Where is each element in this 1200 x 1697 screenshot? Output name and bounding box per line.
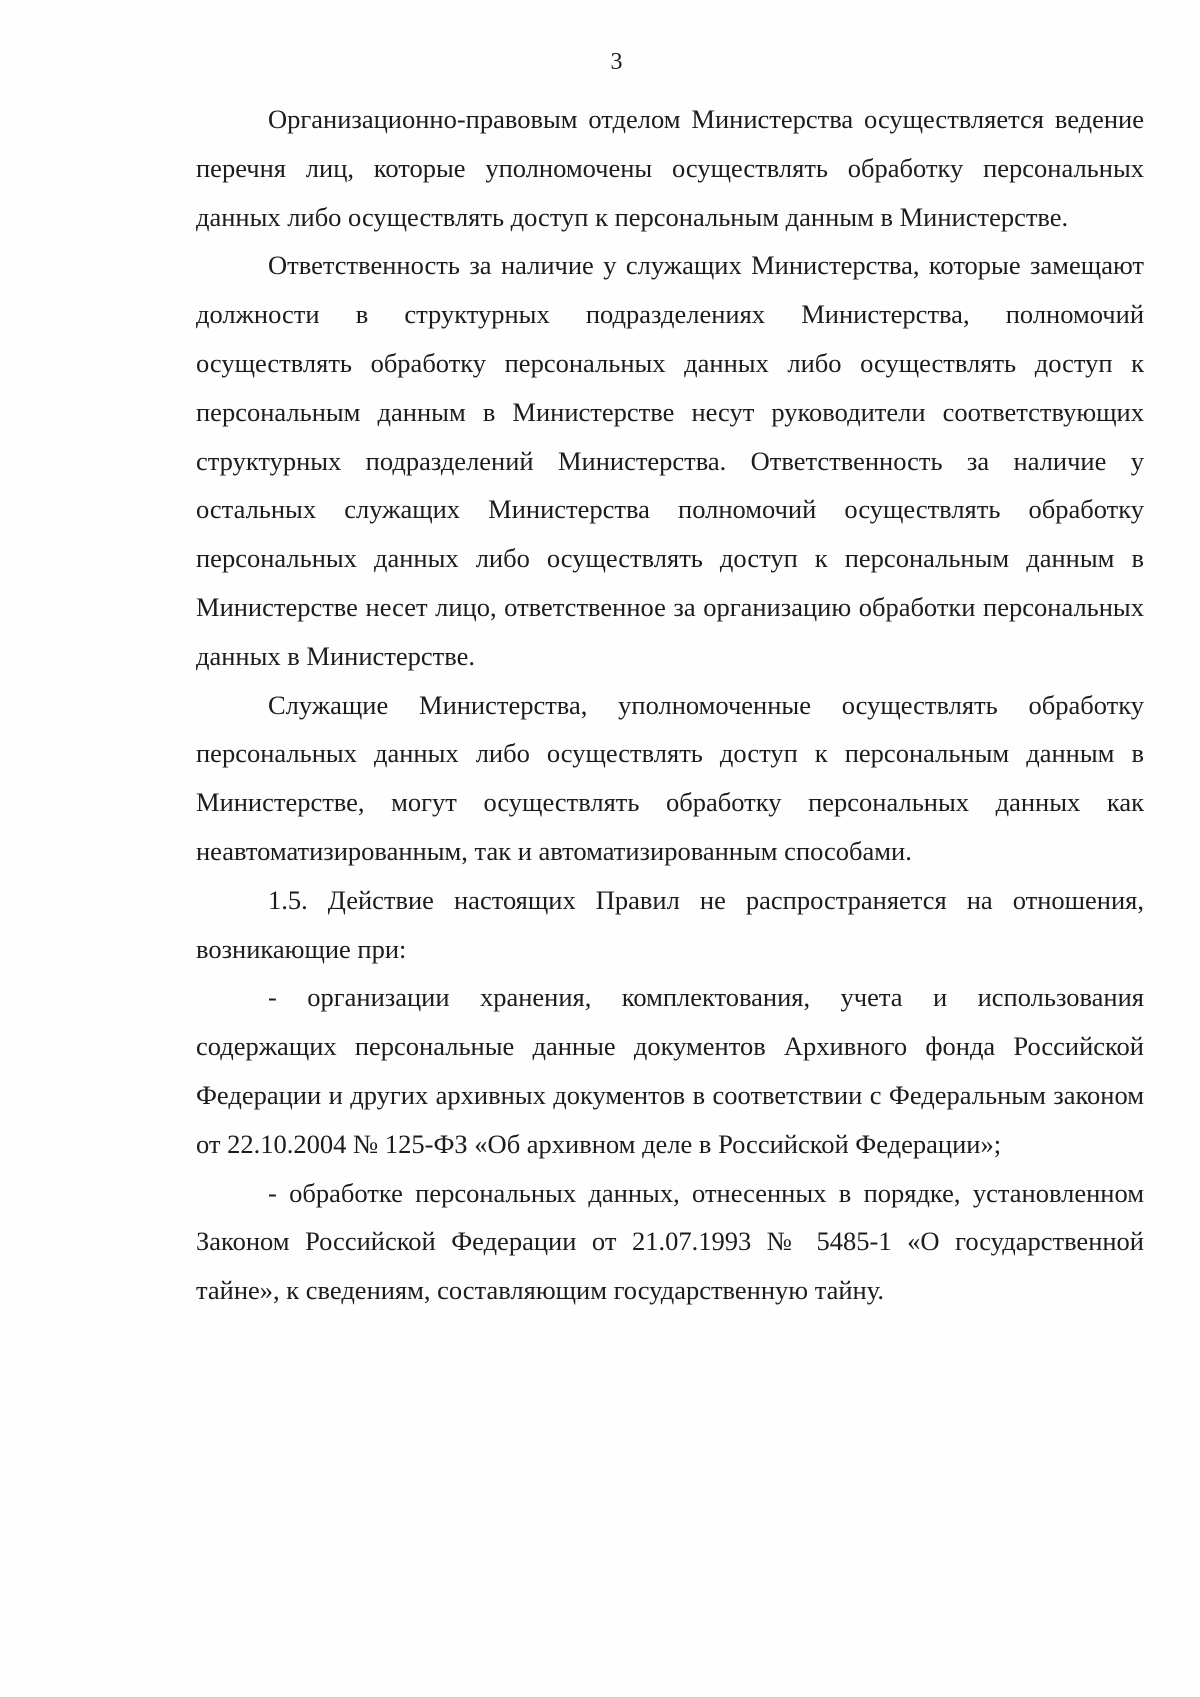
paragraph-responsibility: Ответственность за наличие у служащих Министерства, которые замещают должности в структурных подразделениях Министерства, полномочий осуществлять обработку персональных данных либо осуществлять доступ к персональным данным в Министерстве несут руководители соответствующих структурных подразделений Министерства. Ответственность за наличие у остальных служащих Министерства полномочий осуществлять обработку персональных данных либо осуществлять доступ к персональным данным в Министерстве несет лицо, ответственное за организацию обработки персональных данных в Министерстве. [196,250,1144,671]
list-item-archives: - организации хранения, комплектования, учета и использования содержащих персональные данные документов Архивного фонда Российской Федерации и других архивных документов в соответствии с Федеральным законом от 22.10.2004 № 125-ФЗ «Об архивном деле в Российской Федерации»; [196,982,1144,1159]
document-body [196,95,1144,1315]
list-item-state-secret: - обработке персональных данных, отнесенных в порядке, установленном Законом Российской Федерации от 21.07.1993 № 5485-1 «О государственной тайне», к сведениям, составляющим государственную тайну. [196,1177,1144,1306]
paragraph-scope-exclusions: 1.5. Действие настоящих Правил не распространяется на отношения, возникающие при: [196,884,1144,964]
page-number: 3 [610,49,623,75]
paragraph-list-maintenance: Организационно-правовым отделом Министерства осуществляется ведение перечня лиц, которые уполномочены осуществлять обработку персональных данных либо осуществлять доступ к персональным данным в Министерстве. [196,104,1144,232]
paragraph-processing-methods: Служащие Министерства, уполномоченные осуществлять обработку персональных данных либо осуществлять доступ к персональным данным в Министерстве, могут осуществлять обработку персональных данных как неавтоматизированным, так и автоматизированным способами. [196,689,1144,866]
